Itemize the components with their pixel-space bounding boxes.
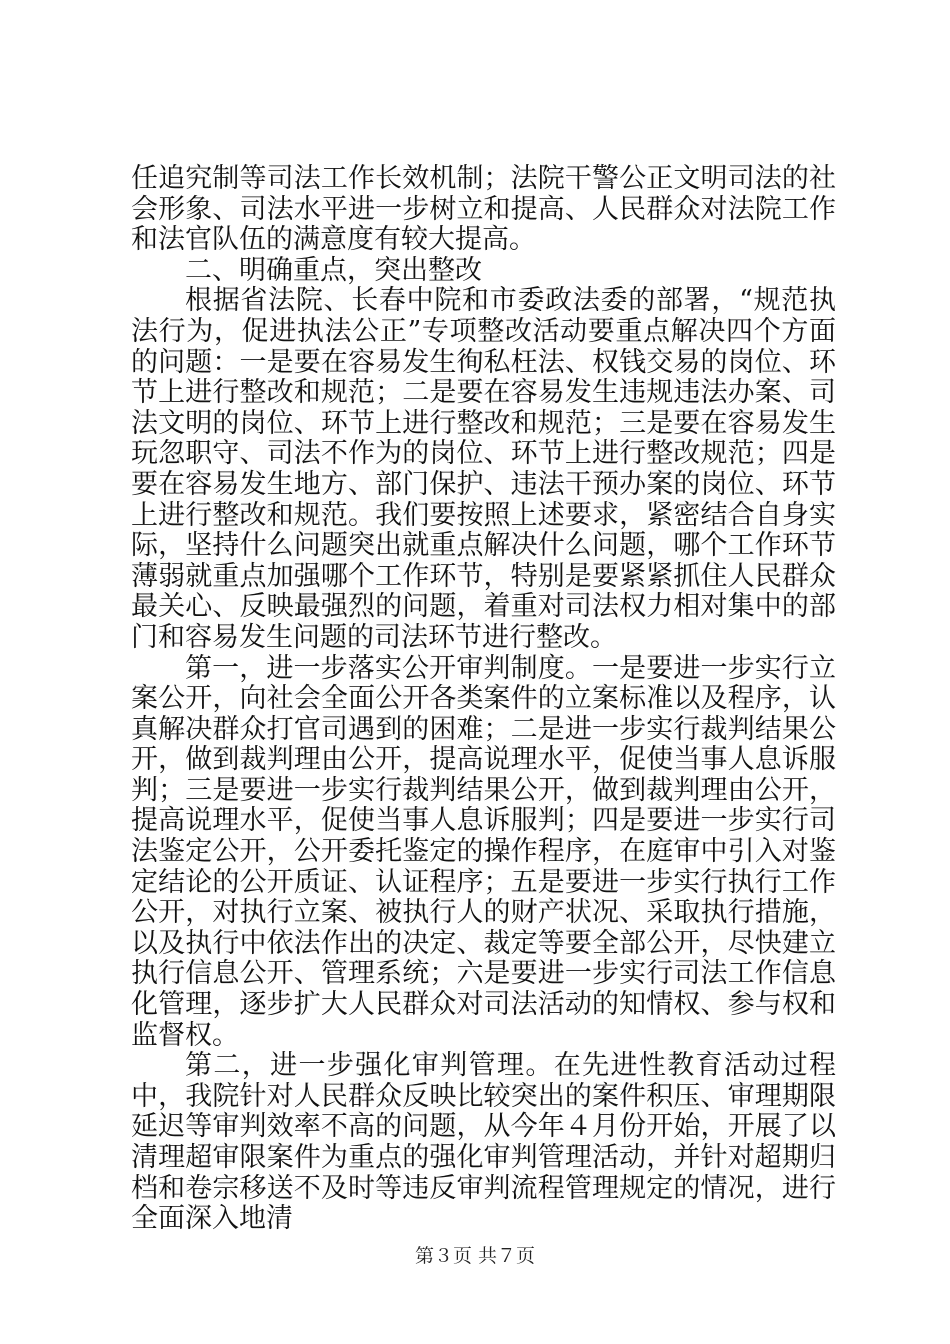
paragraph-continued: 任追究制等司法工作长效机制；法院干警公正文明司法的社会形象、司法水平进一步树立和提高、人民群众对法院工作和法官队伍的满意度有较大提高。 <box>131 163 836 256</box>
paragraph: 根据省法院、长春中院和市委政法委的部署，“规范执法行为，促进执法公正”专项整改活动要重点解决四个方面的问题：一是要在容易发生徇私枉法、权钱交易的岗位、环节上进行整改和规范；二是要在容易发生违规违法办案、司法文明的岗位、环节上进行整改和规范；三是要在容易发生玩忽职守、司法不作为的岗位、环节上进行整改规范；四是要在容易发生地方、部门保护、违法干预办案的岗位、环节上进行整改和规范。我们要按照上述要求，紧密结合自身实际，坚持什么问题突出就重点解决什么问题，哪个工作环节薄弱就重点加强哪个工作环节，特别是要紧紧抓住人民群众最关心、反映最强烈的问题，着重对司法权力相对集中的部门和容易发生问题的司法环节进行整改。 <box>131 285 836 653</box>
paragraph: 第一，进一步落实公开审判制度。一是要进一步实行立案公开，向社会全面公开各类案件的立案标准以及程序，认真解决群众打官司遇到的困难；二是进一步实行裁判结果公开，做到裁判理由公开，提高说理水平，促使当事人息诉服判；三是要进一步实行裁判结果公开，做到裁判理由公开，提高说理水平，促使当事人息诉服判；四是要进一步实行司法鉴定公开，公开委托鉴定的操作程序，在庭审中引入对鉴定结论的公开质证、认证程序；五是要进一步实行执行工作公开，对执行立案、被执行人的财产状况、采取执行措施，以及执行中依法作出的决定、裁定等要全部公开，尽快建立执行信息公开、管理系统；六是要进一步实行司法工作信息化管理，逐步扩大人民群众对司法活动的知情权、参与权和监督权。 <box>131 652 836 1051</box>
document-body <box>131 164 836 1235</box>
paragraph: 第二，进一步强化审判管理。在先进性教育活动过程中，我院针对人民群众反映比较突出的案件积压、审理期限延迟等审判效率不高的问题，从今年４月份开始，开展了以清理超审限案件为重点的强化审判管理活动，并针对超期归档和卷宗移送不及时等违反审判流程管理规定的情况，进行全面深入地清 <box>131 1050 836 1235</box>
page-number-footer: 第３页 共７页 <box>414 1245 536 1267</box>
section-heading: 二、明确重点，突出整改 <box>185 254 482 286</box>
